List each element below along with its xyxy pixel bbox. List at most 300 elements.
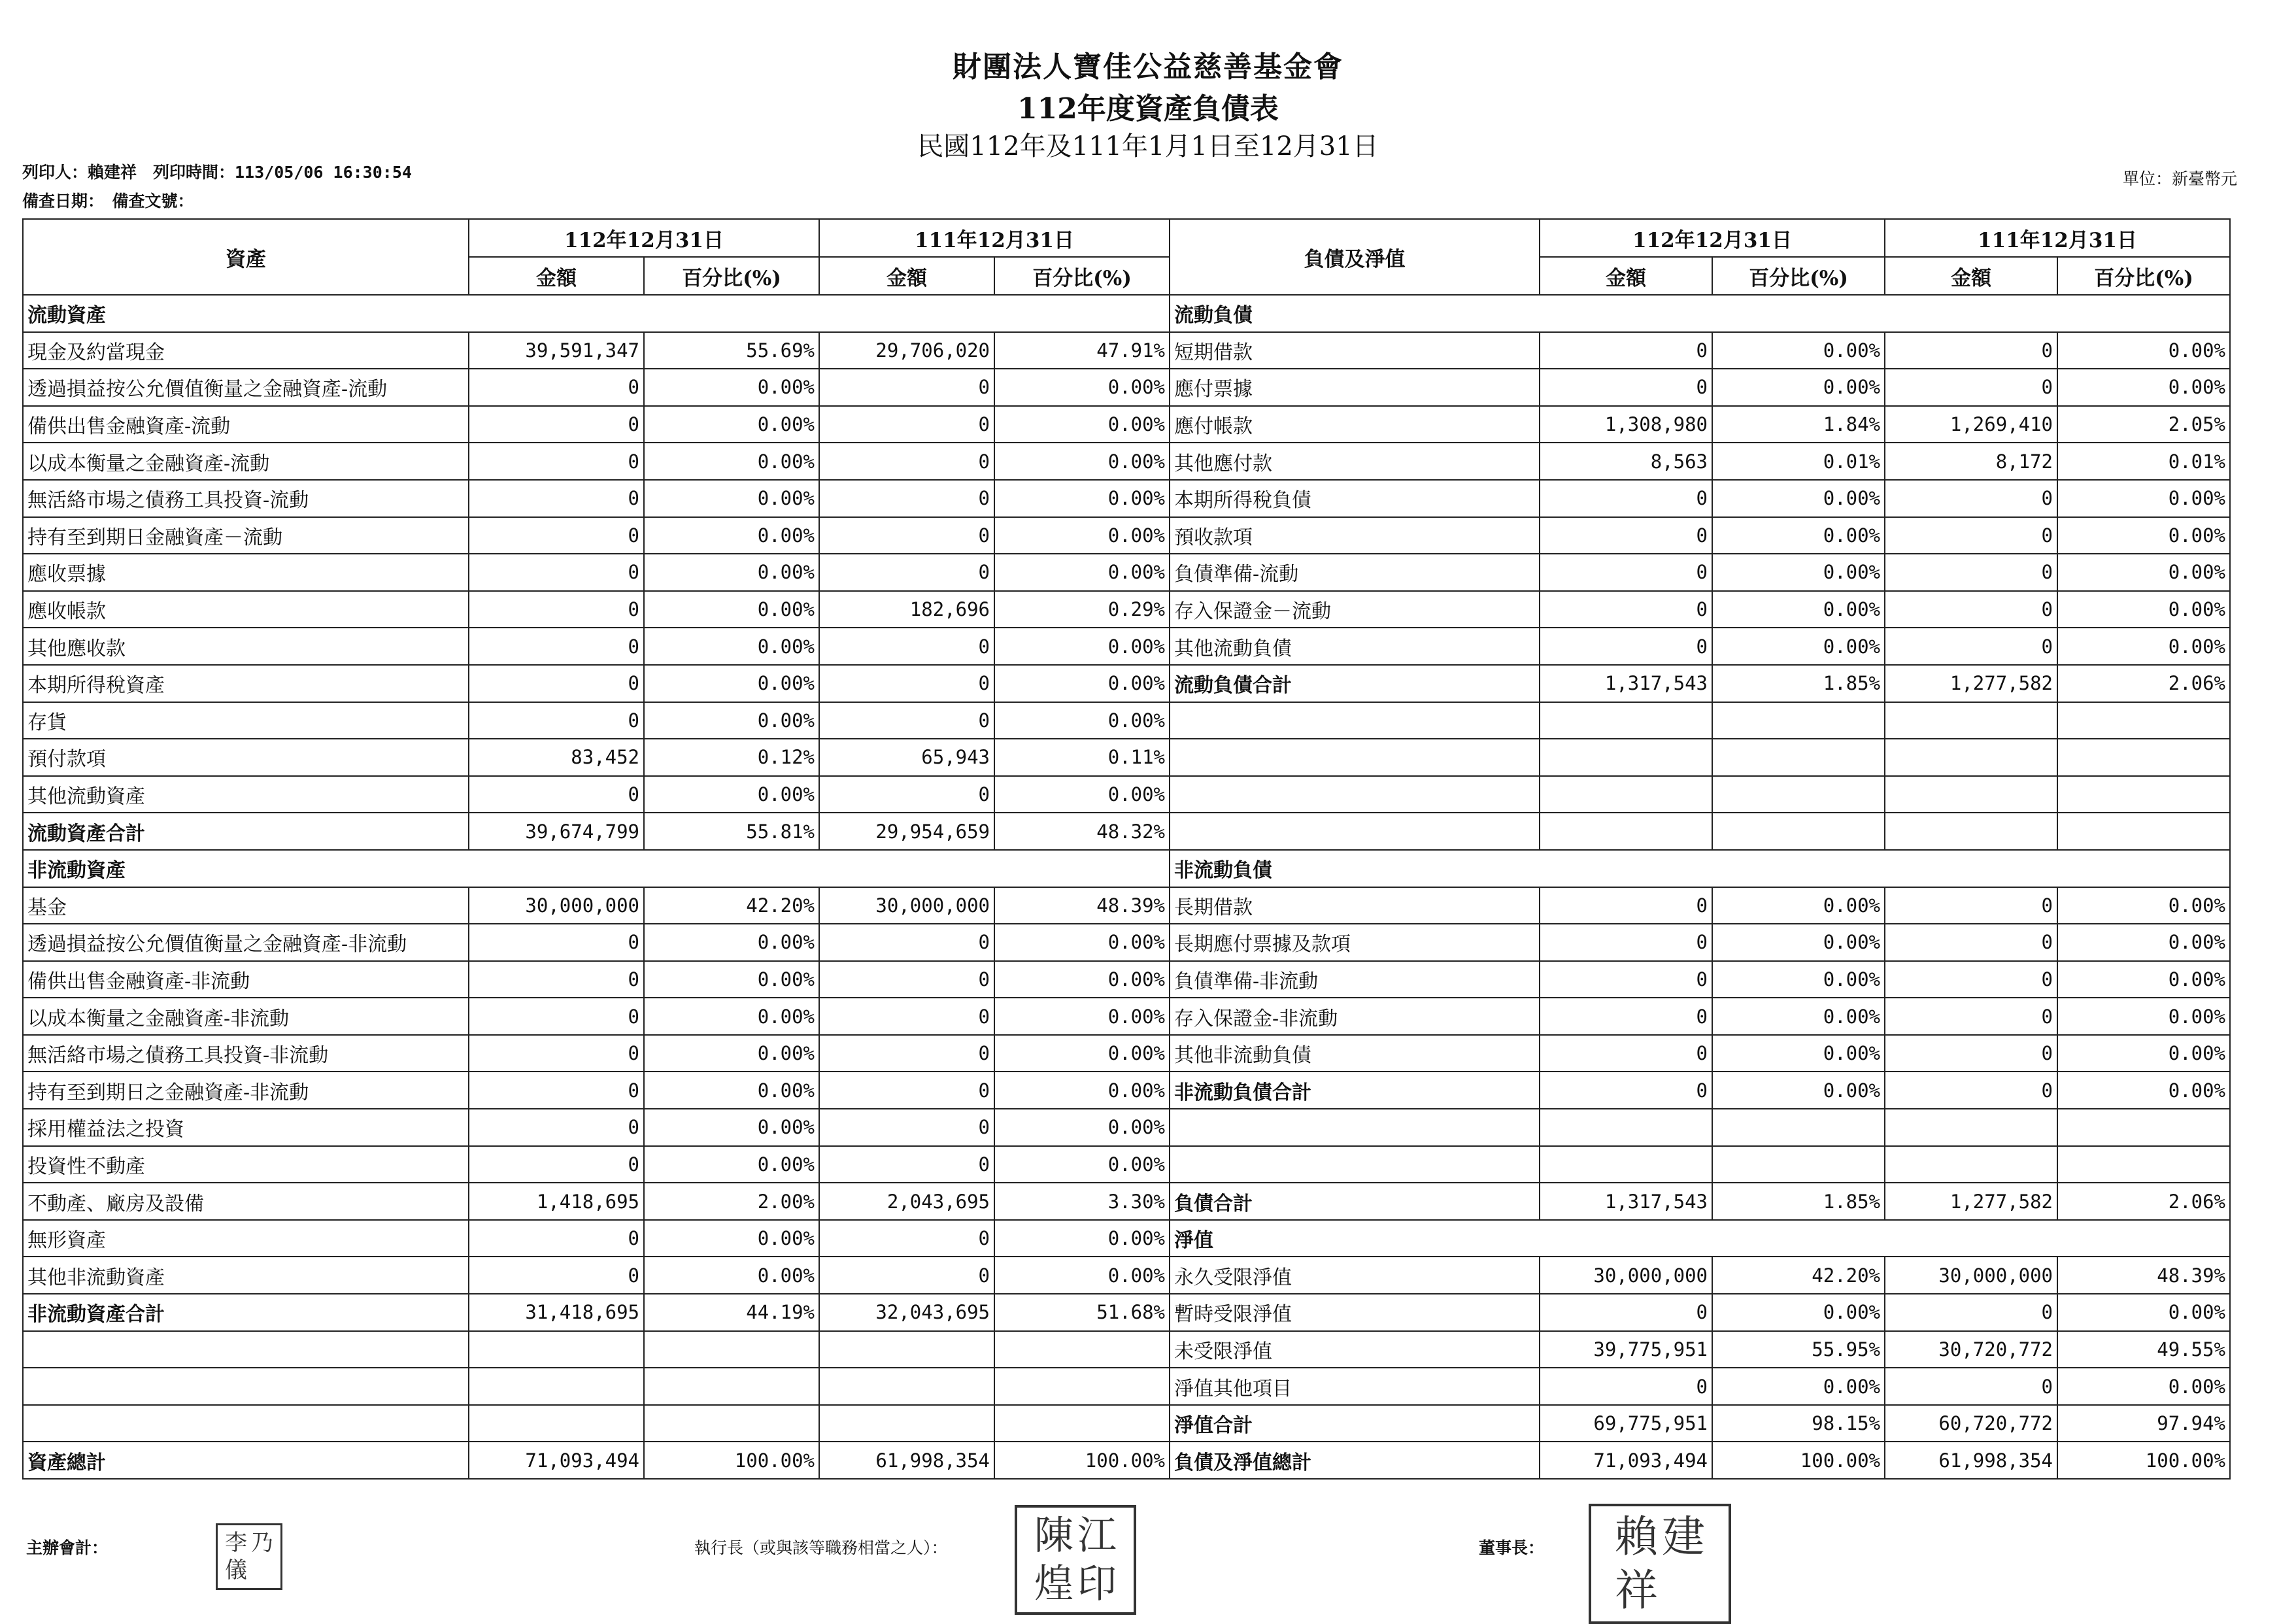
table-row <box>23 369 2230 406</box>
liability-percent-2023: 0.00% <box>1712 554 1885 591</box>
asset-percent-2022: 0.00% <box>994 1109 1170 1146</box>
liability-percent-2022: 48.39% <box>2057 1257 2230 1294</box>
table-row <box>23 924 2230 961</box>
left-row-label: 其他非流動資產 <box>23 1257 469 1294</box>
table-row <box>23 1257 2230 1294</box>
liability-percent-2022: 2.06% <box>2057 665 2230 702</box>
liability-amount-2023: 30,000,000 <box>1540 1257 1712 1294</box>
table-row <box>23 1072 2230 1109</box>
asset-amount-2022: 30,000,000 <box>819 887 994 924</box>
liability-amount-2022 <box>1885 813 2057 850</box>
liability-percent-2023: 1.84% <box>1712 406 1885 443</box>
asset-amount-2023: 0 <box>469 702 644 739</box>
left-row-label: 透過損益按公允價值衡量之金融資產-流動 <box>23 369 469 406</box>
asset-percent-2022: 0.00% <box>994 702 1170 739</box>
asset-amount-2022: 0 <box>819 702 994 739</box>
table-row <box>23 1035 2230 1072</box>
amount-header: 金額 <box>469 257 644 295</box>
liability-amount-2023: 1,308,980 <box>1540 406 1712 443</box>
table-row <box>23 961 2230 998</box>
liability-percent-2022: 0.00% <box>2057 887 2230 924</box>
right-row-label <box>1170 702 1540 739</box>
liability-amount-2023: 39,775,951 <box>1540 1331 1712 1368</box>
asset-amount-2022: 0 <box>819 554 994 591</box>
table-row <box>23 665 2230 702</box>
asset-percent-2023: 0.00% <box>644 517 819 554</box>
liability-percent-2022 <box>2057 1109 2230 1146</box>
balance-sheet-table <box>22 218 2231 1480</box>
right-row-label: 負債準備-流動 <box>1170 554 1540 591</box>
asset-amount-2023: 0 <box>469 1072 644 1109</box>
asset-amount-2022: 0 <box>819 369 994 406</box>
asset-percent-2022: 48.39% <box>994 887 1170 924</box>
asset-percent-2023: 0.00% <box>644 369 819 406</box>
liability-amount-2022: 0 <box>1885 924 2057 961</box>
liability-percent-2022: 2.06% <box>2057 1183 2230 1220</box>
liability-amount-2022: 0 <box>1885 628 2057 665</box>
asset-percent-2022: 100.00% <box>994 1442 1170 1479</box>
report-period: 民國112年及111年1月1日至12月31日 <box>917 131 1379 161</box>
asset-amount-2023: 39,591,347 <box>469 332 644 369</box>
right-row-label: 應付票據 <box>1170 369 1540 406</box>
asset-amount-2022: 0 <box>819 776 994 813</box>
asset-percent-2023: 55.81% <box>644 813 819 850</box>
table-row <box>23 591 2230 628</box>
liability-percent-2023: 98.15% <box>1712 1405 1885 1442</box>
liability-amount-2022: 0 <box>1885 554 2057 591</box>
liability-amount-2022: 0 <box>1885 1072 2057 1109</box>
asset-percent-2023: 2.00% <box>644 1183 819 1220</box>
liability-percent-2022: 100.00% <box>2057 1442 2230 1479</box>
liability-percent-2022: 0.00% <box>2057 332 2230 369</box>
asset-percent-2023: 0.00% <box>644 1220 819 1257</box>
asset-amount-2023: 0 <box>469 1109 644 1146</box>
right-row-label: 短期借款 <box>1170 332 1540 369</box>
liability-amount-2023: 8,563 <box>1540 443 1712 480</box>
table-row <box>23 1368 2230 1405</box>
asset-percent-2022: 0.00% <box>994 776 1170 813</box>
left-row-label: 不動產、廠房及設備 <box>23 1183 469 1220</box>
asset-percent-2022: 0.00% <box>994 443 1170 480</box>
right-row-label <box>1170 1146 1540 1183</box>
amount-header: 金額 <box>1540 257 1712 295</box>
left-row-label: 其他應收款 <box>23 628 469 665</box>
right-row-label: 負債準備-非流動 <box>1170 961 1540 998</box>
liability-amount-2022: 0 <box>1885 517 2057 554</box>
asset-percent-2022: 0.00% <box>994 1072 1170 1109</box>
asset-percent-2022 <box>994 1368 1170 1405</box>
table-row <box>23 739 2230 776</box>
liability-amount-2023: 0 <box>1540 998 1712 1035</box>
asset-percent-2022: 0.00% <box>994 517 1170 554</box>
asset-amount-2023: 0 <box>469 1035 644 1072</box>
liability-percent-2022: 0.00% <box>2057 369 2230 406</box>
left-row-label: 備供出售金融資產-流動 <box>23 406 469 443</box>
liability-percent-2022: 97.94% <box>2057 1405 2230 1442</box>
asset-amount-2022: 29,954,659 <box>819 813 994 850</box>
left-row-label: 以成本衡量之金融資產-流動 <box>23 443 469 480</box>
accountant-signature-label: 主辦會計： <box>26 1538 109 1557</box>
asset-amount-2023: 0 <box>469 554 644 591</box>
liability-amount-2022: 0 <box>1885 1035 2057 1072</box>
liability-percent-2023 <box>1712 702 1885 739</box>
right-row-label: 淨值合計 <box>1170 1405 1540 1442</box>
asset-percent-2022 <box>994 1405 1170 1442</box>
asset-amount-2023: 0 <box>469 1220 644 1257</box>
asset-percent-2023: 42.20% <box>644 887 819 924</box>
liability-amount-2022: 30,000,000 <box>1885 1257 2057 1294</box>
asset-percent-2023: 0.00% <box>644 1146 819 1183</box>
liability-percent-2023: 0.00% <box>1712 1072 1885 1109</box>
left-row-label: 應收票據 <box>23 554 469 591</box>
right-row-label: 存入保證金-非流動 <box>1170 998 1540 1035</box>
asset-amount-2023: 0 <box>469 776 644 813</box>
liability-percent-2023: 42.20% <box>1712 1257 1885 1294</box>
right-row-label: 淨值其他項目 <box>1170 1368 1540 1405</box>
liability-percent-2022: 0.00% <box>2057 998 2230 1035</box>
liability-percent-2023: 55.95% <box>1712 1331 1885 1368</box>
left-row-label: 以成本衡量之金融資產-非流動 <box>23 998 469 1035</box>
asset-percent-2022: 0.00% <box>994 665 1170 702</box>
asset-percent-2023: 0.00% <box>644 1035 819 1072</box>
asset-amount-2023: 0 <box>469 665 644 702</box>
left-row-label: 無形資產 <box>23 1220 469 1257</box>
asset-amount-2023: 1,418,695 <box>469 1183 644 1220</box>
liability-percent-2022: 0.00% <box>2057 628 2230 665</box>
right-row-label: 負債合計 <box>1170 1183 1540 1220</box>
asset-amount-2023: 0 <box>469 517 644 554</box>
asset-percent-2023: 0.00% <box>644 443 819 480</box>
table-row <box>23 1294 2230 1331</box>
liability-amount-2022 <box>1885 702 2057 739</box>
asset-amount-2022: 0 <box>819 517 994 554</box>
table-row <box>23 1146 2230 1183</box>
liability-percent-2022 <box>2057 739 2230 776</box>
asset-percent-2023: 55.69% <box>644 332 819 369</box>
asset-percent-2023 <box>644 1331 819 1368</box>
liability-percent-2023 <box>1712 1146 1885 1183</box>
liability-amount-2022: 0 <box>1885 480 2057 517</box>
asset-amount-2022: 32,043,695 <box>819 1294 994 1331</box>
left-row-label: 備供出售金融資產-非流動 <box>23 961 469 998</box>
ceo-seal-stamp: 陳 江 煌 印 <box>1015 1505 1136 1615</box>
asset-amount-2022: 0 <box>819 1072 994 1109</box>
liability-amount-2023: 0 <box>1540 554 1712 591</box>
asset-percent-2023: 0.00% <box>644 1109 819 1146</box>
liability-percent-2022 <box>2057 776 2230 813</box>
liability-amount-2023: 1,317,543 <box>1540 665 1712 702</box>
left-row-label: 存貨 <box>23 702 469 739</box>
liability-amount-2023: 71,093,494 <box>1540 1442 1712 1479</box>
asset-amount-2022 <box>819 1331 994 1368</box>
percent-header: 百分比(%) <box>644 257 819 295</box>
assets-2023-header: 112年12月31日 <box>469 219 819 257</box>
asset-percent-2023: 0.00% <box>644 480 819 517</box>
liability-percent-2023: 0.00% <box>1712 369 1885 406</box>
table-row <box>23 1183 2230 1220</box>
table-row <box>23 813 2230 850</box>
liability-percent-2022: 0.01% <box>2057 443 2230 480</box>
table-row <box>23 1331 2230 1368</box>
asset-amount-2023: 39,674,799 <box>469 813 644 850</box>
left-row-label: 本期所得稅資產 <box>23 665 469 702</box>
asset-amount-2023: 0 <box>469 1257 644 1294</box>
liability-percent-2022: 0.00% <box>2057 961 2230 998</box>
liability-percent-2022 <box>2057 813 2230 850</box>
asset-amount-2022: 0 <box>819 1257 994 1294</box>
liability-amount-2023: 0 <box>1540 591 1712 628</box>
asset-amount-2022: 29,706,020 <box>819 332 994 369</box>
left-row-label: 預付款項 <box>23 739 469 776</box>
amount-header: 金額 <box>819 257 994 295</box>
liability-amount-2023: 0 <box>1540 887 1712 924</box>
liability-amount-2023: 0 <box>1540 924 1712 961</box>
liability-percent-2022: 2.05% <box>2057 406 2230 443</box>
print-info: 列印人：賴建祥 列印時間：113/05/06 16:30:54 <box>22 163 412 182</box>
liability-percent-2023: 1.85% <box>1712 665 1885 702</box>
right-row-label: 非流動負債合計 <box>1170 1072 1540 1109</box>
liability-amount-2023 <box>1540 1109 1712 1146</box>
table-row <box>23 776 2230 813</box>
liability-percent-2022: 0.00% <box>2057 554 2230 591</box>
percent-header: 百分比(%) <box>994 257 1170 295</box>
table-row <box>23 887 2230 924</box>
liability-percent-2023: 1.85% <box>1712 1183 1885 1220</box>
table-row <box>23 1405 2230 1442</box>
right-section-heading: 非流動負債 <box>1170 850 2230 887</box>
asset-percent-2023: 0.00% <box>644 1257 819 1294</box>
asset-percent-2023 <box>644 1368 819 1405</box>
liability-percent-2023: 0.00% <box>1712 1368 1885 1405</box>
liability-amount-2022 <box>1885 1146 2057 1183</box>
balance-sheet-body <box>23 295 2230 1479</box>
liability-amount-2022 <box>1885 1109 2057 1146</box>
liability-percent-2023: 0.00% <box>1712 1035 1885 1072</box>
liability-percent-2023: 0.00% <box>1712 887 1885 924</box>
report-title: 112年度資產負債表 <box>1017 92 1279 126</box>
header-row-1 <box>23 219 2230 257</box>
asset-percent-2022: 0.00% <box>994 406 1170 443</box>
asset-amount-2023: 0 <box>469 369 644 406</box>
asset-percent-2022: 48.32% <box>994 813 1170 850</box>
liability-percent-2023: 0.00% <box>1712 998 1885 1035</box>
asset-amount-2023: 0 <box>469 443 644 480</box>
liability-percent-2022 <box>2057 702 2230 739</box>
table-row <box>23 406 2230 443</box>
liability-percent-2022 <box>2057 1146 2230 1183</box>
liability-amount-2023: 69,775,951 <box>1540 1405 1712 1442</box>
left-row-label: 流動資產合計 <box>23 813 469 850</box>
asset-percent-2023: 44.19% <box>644 1294 819 1331</box>
liability-amount-2022: 0 <box>1885 961 2057 998</box>
asset-amount-2023: 0 <box>469 480 644 517</box>
liability-amount-2022: 0 <box>1885 591 2057 628</box>
liability-amount-2023: 0 <box>1540 961 1712 998</box>
right-row-label: 預收款項 <box>1170 517 1540 554</box>
asset-percent-2022: 0.00% <box>994 369 1170 406</box>
right-row-label: 其他流動負債 <box>1170 628 1540 665</box>
ceo-signature-label: 執行長（或與該等職務相當之人）： <box>694 1538 948 1557</box>
asset-amount-2022: 0 <box>819 665 994 702</box>
asset-amount-2023: 0 <box>469 628 644 665</box>
right-row-label <box>1170 813 1540 850</box>
asset-percent-2022: 3.30% <box>994 1183 1170 1220</box>
asset-percent-2023: 0.12% <box>644 739 819 776</box>
asset-percent-2022: 0.00% <box>994 998 1170 1035</box>
left-row-label: 資產總計 <box>23 1442 469 1479</box>
left-row-label: 持有至到期日之金融資產-非流動 <box>23 1072 469 1109</box>
asset-percent-2022: 0.00% <box>994 961 1170 998</box>
asset-amount-2023 <box>469 1368 644 1405</box>
liability-percent-2023: 0.00% <box>1712 924 1885 961</box>
liability-amount-2022: 0 <box>1885 998 2057 1035</box>
right-row-label <box>1170 1109 1540 1146</box>
asset-amount-2023: 83,452 <box>469 739 644 776</box>
accountant-seal-stamp: 李 乃 儀 <box>216 1523 282 1590</box>
asset-amount-2022: 2,043,695 <box>819 1183 994 1220</box>
liability-percent-2022: 0.00% <box>2057 1294 2230 1331</box>
liability-percent-2022: 0.00% <box>2057 517 2230 554</box>
right-row-label: 存入保證金－流動 <box>1170 591 1540 628</box>
liability-amount-2023: 0 <box>1540 369 1712 406</box>
right-row-label <box>1170 776 1540 813</box>
left-row-label: 持有至到期日金融資產－流動 <box>23 517 469 554</box>
asset-amount-2023 <box>469 1331 644 1368</box>
liability-amount-2023 <box>1540 1146 1712 1183</box>
liability-amount-2022: 0 <box>1885 369 2057 406</box>
asset-amount-2023 <box>469 1405 644 1442</box>
liabilities-2023-header: 112年12月31日 <box>1540 219 1885 257</box>
asset-amount-2022: 0 <box>819 1035 994 1072</box>
liability-percent-2023: 0.00% <box>1712 961 1885 998</box>
asset-amount-2023: 0 <box>469 961 644 998</box>
asset-amount-2022: 0 <box>819 1109 994 1146</box>
right-row-label: 未受限淨值 <box>1170 1331 1540 1368</box>
table-row <box>23 850 2230 887</box>
right-row-label: 暫時受限淨值 <box>1170 1294 1540 1331</box>
table-row <box>23 1109 2230 1146</box>
asset-amount-2022: 0 <box>819 628 994 665</box>
right-row-label: 負債及淨值總計 <box>1170 1442 1540 1479</box>
asset-percent-2022: 0.11% <box>994 739 1170 776</box>
left-row-label: 透過損益按公允價值衡量之金融資產-非流動 <box>23 924 469 961</box>
liability-percent-2022: 0.00% <box>2057 480 2230 517</box>
table-row <box>23 1442 2230 1479</box>
asset-percent-2022: 0.00% <box>994 1220 1170 1257</box>
right-section-heading: 淨值 <box>1170 1220 2230 1257</box>
left-row-label <box>23 1405 469 1442</box>
liability-percent-2023 <box>1712 776 1885 813</box>
asset-amount-2023: 0 <box>469 406 644 443</box>
left-row-label: 無活絡市場之債務工具投資-非流動 <box>23 1035 469 1072</box>
liability-amount-2023: 0 <box>1540 1294 1712 1331</box>
liability-percent-2023: 0.00% <box>1712 628 1885 665</box>
asset-amount-2022: 0 <box>819 480 994 517</box>
liability-amount-2022: 0 <box>1885 332 2057 369</box>
liability-amount-2022: 61,998,354 <box>1885 1442 2057 1479</box>
asset-percent-2023: 0.00% <box>644 628 819 665</box>
asset-amount-2023: 0 <box>469 591 644 628</box>
liability-percent-2023: 0.00% <box>1712 480 1885 517</box>
liability-amount-2022: 0 <box>1885 887 2057 924</box>
left-row-label: 現金及約當現金 <box>23 332 469 369</box>
asset-percent-2023: 0.00% <box>644 702 819 739</box>
left-row-label: 採用權益法之投資 <box>23 1109 469 1146</box>
asset-percent-2023: 0.00% <box>644 961 819 998</box>
liability-amount-2023: 0 <box>1540 628 1712 665</box>
table-row <box>23 554 2230 591</box>
asset-percent-2023 <box>644 1405 819 1442</box>
liability-percent-2022: 0.00% <box>2057 1035 2230 1072</box>
right-row-label: 其他非流動負債 <box>1170 1035 1540 1072</box>
asset-amount-2022 <box>819 1368 994 1405</box>
right-row-label: 應付帳款 <box>1170 406 1540 443</box>
liability-percent-2023 <box>1712 813 1885 850</box>
left-row-label: 非流動資產合計 <box>23 1294 469 1331</box>
asset-amount-2022: 0 <box>819 1220 994 1257</box>
amount-header: 金額 <box>1885 257 2057 295</box>
liability-percent-2022: 49.55% <box>2057 1331 2230 1368</box>
right-row-label: 長期應付票據及款項 <box>1170 924 1540 961</box>
asset-percent-2022: 47.91% <box>994 332 1170 369</box>
percent-header: 百分比(%) <box>2057 257 2230 295</box>
asset-amount-2023: 0 <box>469 1146 644 1183</box>
liability-percent-2022: 0.00% <box>2057 591 2230 628</box>
percent-header: 百分比(%) <box>1712 257 1885 295</box>
liability-percent-2023: 0.00% <box>1712 517 1885 554</box>
liability-amount-2023: 0 <box>1540 332 1712 369</box>
asset-percent-2023: 100.00% <box>644 1442 819 1479</box>
left-row-label: 其他流動資產 <box>23 776 469 813</box>
liability-amount-2023 <box>1540 702 1712 739</box>
asset-percent-2022: 0.00% <box>994 1257 1170 1294</box>
right-section-heading: 流動負債 <box>1170 295 2230 332</box>
asset-percent-2022: 0.00% <box>994 628 1170 665</box>
table-row <box>23 517 2230 554</box>
asset-percent-2023: 0.00% <box>644 776 819 813</box>
liability-percent-2022: 0.00% <box>2057 1368 2230 1405</box>
asset-amount-2022: 61,998,354 <box>819 1442 994 1479</box>
liability-amount-2023 <box>1540 776 1712 813</box>
liability-percent-2023: 0.00% <box>1712 591 1885 628</box>
liability-amount-2023: 1,317,543 <box>1540 1183 1712 1220</box>
liability-percent-2023 <box>1712 1109 1885 1146</box>
asset-amount-2022: 0 <box>819 406 994 443</box>
liability-amount-2023: 0 <box>1540 480 1712 517</box>
left-row-label <box>23 1331 469 1368</box>
asset-percent-2023: 0.00% <box>644 406 819 443</box>
asset-percent-2022: 0.00% <box>994 1035 1170 1072</box>
asset-amount-2023: 0 <box>469 998 644 1035</box>
liability-amount-2022: 0 <box>1885 1294 2057 1331</box>
right-row-label: 長期借款 <box>1170 887 1540 924</box>
liability-amount-2022: 0 <box>1885 1368 2057 1405</box>
table-row <box>23 295 2230 332</box>
asset-percent-2022: 0.00% <box>994 480 1170 517</box>
assets-header: 資產 <box>23 219 469 295</box>
asset-amount-2023: 0 <box>469 924 644 961</box>
asset-percent-2023: 0.00% <box>644 554 819 591</box>
liabilities-2022-header: 111年12月31日 <box>1885 219 2230 257</box>
right-row-label: 永久受限淨值 <box>1170 1257 1540 1294</box>
right-row-label <box>1170 739 1540 776</box>
asset-amount-2023: 31,418,695 <box>469 1294 644 1331</box>
filing-info: 備查日期： 備查文號： <box>22 192 194 211</box>
liability-amount-2022: 60,720,772 <box>1885 1405 2057 1442</box>
asset-amount-2022: 0 <box>819 443 994 480</box>
liability-amount-2022 <box>1885 776 2057 813</box>
left-row-label: 無活絡市場之債務工具投資-流動 <box>23 480 469 517</box>
